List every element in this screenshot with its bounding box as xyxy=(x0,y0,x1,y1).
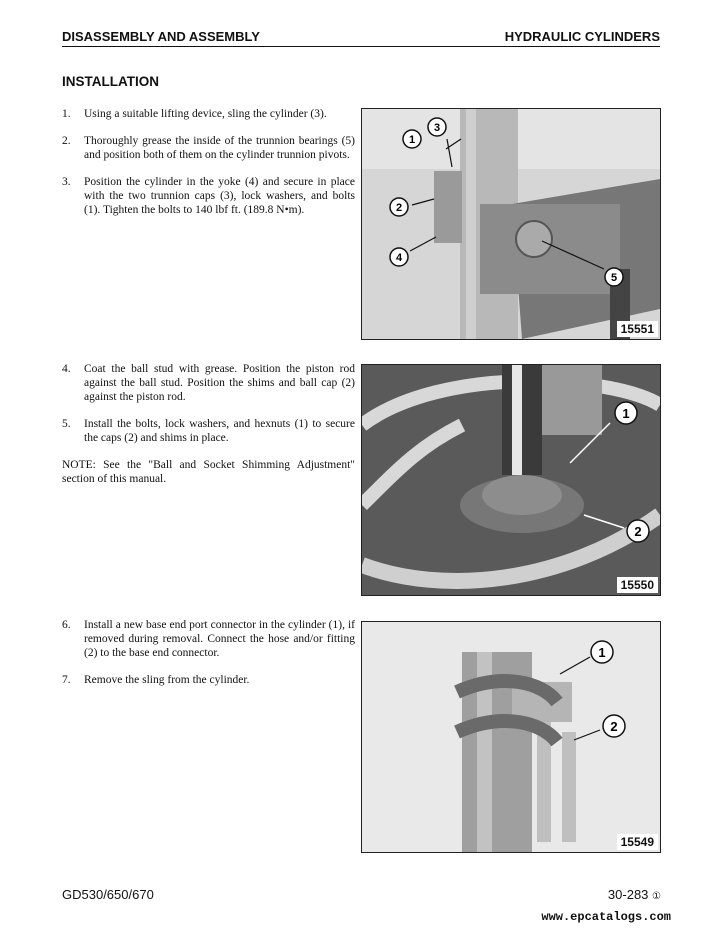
step-number: 6. xyxy=(62,619,71,631)
header-chapter: DISASSEMBLY AND ASSEMBLY xyxy=(62,29,260,44)
steps-group-1 xyxy=(62,107,355,230)
base-end-photo xyxy=(362,622,660,852)
steps-group-3 xyxy=(62,618,355,700)
svg-text:3: 3 xyxy=(433,122,441,134)
section-title: INSTALLATION xyxy=(62,74,159,89)
callout-2 xyxy=(603,715,625,737)
step-number: 4. xyxy=(62,363,71,375)
figure-trunnion-mount xyxy=(361,108,661,340)
step-text: Position the cylinder in the yoke (4) and secure in place with the two trunnion caps (3), lock washers, and bolts (1). Tighten the bolts to 140 lbf ft. (189.8 N•m). xyxy=(84,176,355,216)
step-number: 7. xyxy=(62,674,71,686)
step-text: Thoroughly grease the inside of the trunnion bearings (5) and position both of them on the cylinder trunnion pivots. xyxy=(84,135,355,161)
step-number: 1. xyxy=(62,108,71,120)
step-number: 3. xyxy=(62,176,71,188)
svg-text:2: 2 xyxy=(395,202,403,214)
svg-text:2: 2 xyxy=(634,524,642,539)
step-6 xyxy=(62,618,355,660)
footer-model: GD530/650/670 xyxy=(62,887,154,902)
step-number: 2. xyxy=(62,135,71,147)
step-number: 5. xyxy=(62,418,71,430)
steps-group-2 xyxy=(62,362,355,486)
step-text: Using a suitable lifting device, sling the cylinder (3). xyxy=(84,108,327,120)
callout-1 xyxy=(403,130,421,148)
step-3 xyxy=(62,175,355,217)
callout-2 xyxy=(390,198,408,216)
page-header xyxy=(62,29,660,47)
trunnion-photo xyxy=(362,109,660,339)
step-5 xyxy=(62,417,355,445)
figure-number: 15550 xyxy=(617,577,658,593)
step-text: Install a new base end port connector in the cylinder (1), if removed during removal. Connect the hose and/or fitting (2) to the base end connector. xyxy=(84,619,355,659)
figure-base-end-connector xyxy=(361,621,661,853)
svg-text:4: 4 xyxy=(395,252,403,264)
step-4 xyxy=(62,362,355,404)
figure-number: 15549 xyxy=(617,834,658,850)
note: NOTE: See the "Ball and Socket Shimming Adjustment" section of this manual. xyxy=(62,459,355,485)
svg-text:1: 1 xyxy=(622,406,630,421)
callout-1 xyxy=(591,641,613,663)
page-number: 30-283 xyxy=(607,887,649,902)
callout-4 xyxy=(390,248,408,266)
step-1 xyxy=(62,107,355,121)
step-text: Coat the ball stud with grease. Position the piston rod against the ball stud. Position the shims and ball cap (2) against the piston rod. xyxy=(84,363,355,403)
callout-1 xyxy=(615,402,637,424)
revision-mark: ① xyxy=(652,891,661,902)
callout-5 xyxy=(605,268,623,286)
step-7 xyxy=(62,673,355,687)
svg-text:1: 1 xyxy=(598,645,606,660)
callout-3 xyxy=(428,118,446,136)
watermark: www.epcatalogs.com xyxy=(541,910,671,924)
figure-ball-stud xyxy=(361,364,661,596)
step-text: Install the bolts, lock washers, and hexnuts (1) to secure the caps (2) and shims in place. xyxy=(84,418,355,444)
ball-stud-photo xyxy=(362,365,660,595)
header-section: HYDRAULIC CYLINDERS xyxy=(504,29,660,44)
step-text: Remove the sling from the cylinder. xyxy=(84,674,250,686)
figure-number: 15551 xyxy=(617,321,658,337)
footer-page xyxy=(608,887,661,902)
callout-2 xyxy=(627,520,649,542)
step-2 xyxy=(62,134,355,162)
svg-text:2: 2 xyxy=(610,719,618,734)
svg-text:5: 5 xyxy=(610,272,618,284)
svg-text:1: 1 xyxy=(408,134,416,146)
